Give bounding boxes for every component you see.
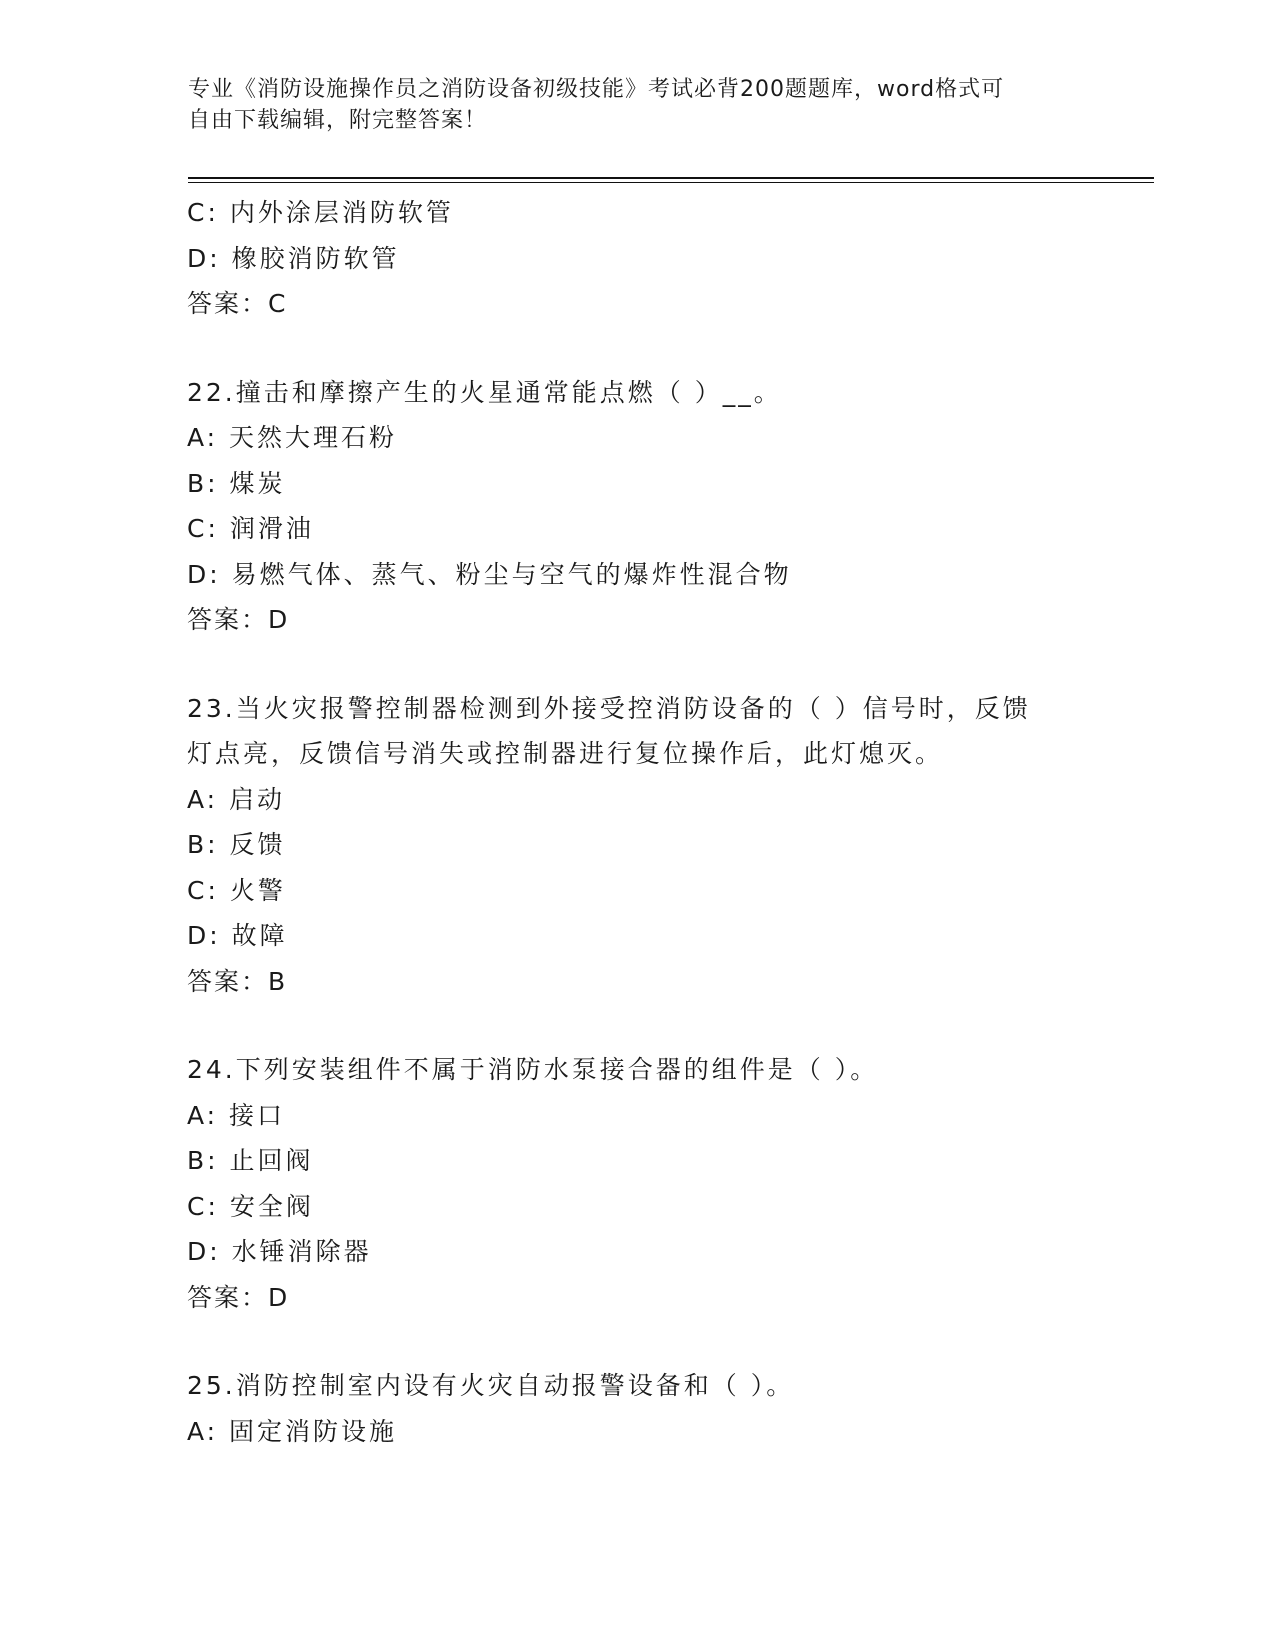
question-list (187, 190, 1137, 1454)
option-a: A: 天然大理石粉 (187, 423, 398, 452)
answer-label: 答案：D (187, 605, 290, 634)
question-stem: 22.撞击和摩擦产生的火星通常能点燃（ ）__。 (187, 377, 782, 407)
option-b: B: 煤炭 (187, 468, 286, 498)
question-24 (187, 1047, 1137, 1320)
question-stem: 25.消防控制室内设有火灾自动报警设备和（ ）。 (187, 1371, 795, 1400)
answer-label: 答案：B (187, 966, 288, 996)
question-21-continuation (187, 190, 1137, 327)
option-a: A: 启动 (187, 784, 286, 814)
spacer (187, 1004, 1137, 1047)
option-c: C: 安全阀 (187, 1191, 314, 1221)
option-a: A: 固定消防设施 (187, 1416, 398, 1446)
question-stem: 23.当火灾报警控制器检测到外接受控消防设备的（ ）信号时，反馈 (187, 693, 1031, 723)
question-22 (187, 370, 1137, 643)
option-d: D: 橡胶消防软管 (187, 243, 400, 273)
document-header (188, 74, 1088, 136)
spacer (187, 327, 1137, 370)
question-stem: 24.下列安装组件不属于消防水泵接合器的组件是（ ）。 (187, 1055, 879, 1084)
header-line-2: 自由下载编辑，附完整答案！ (188, 108, 488, 133)
header-divider-thin (188, 182, 1154, 183)
option-b: B: 反馈 (187, 830, 286, 859)
question-23 (187, 686, 1137, 1005)
option-b: B: 止回阀 (187, 1146, 314, 1175)
option-d: D: 易燃气体、蒸气、粉尘与空气的爆炸性混合物 (187, 559, 792, 589)
answer-label: 答案：D (187, 1282, 290, 1312)
option-d: D: 故障 (187, 921, 288, 950)
option-a: A: 接口 (187, 1100, 286, 1130)
answer-label: 答案：C (187, 289, 288, 318)
spacer (187, 643, 1137, 686)
option-c: C: 润滑油 (187, 514, 314, 543)
spacer (187, 1320, 1137, 1363)
option-d: D: 水锤消除器 (187, 1237, 372, 1266)
question-25 (187, 1363, 1137, 1454)
question-stem-continued: 灯点亮，反馈信号消失或控制器进行复位操作后，此灯熄灭。 (187, 739, 944, 768)
header-divider-thick (188, 177, 1154, 179)
option-c: C: 火警 (187, 875, 286, 905)
header-line-1: 专业《消防设施操作员之消防设备初级技能》考试必背200题题库，word格式可 (188, 77, 1005, 102)
option-c: C: 内外涂层消防软管 (187, 198, 454, 227)
